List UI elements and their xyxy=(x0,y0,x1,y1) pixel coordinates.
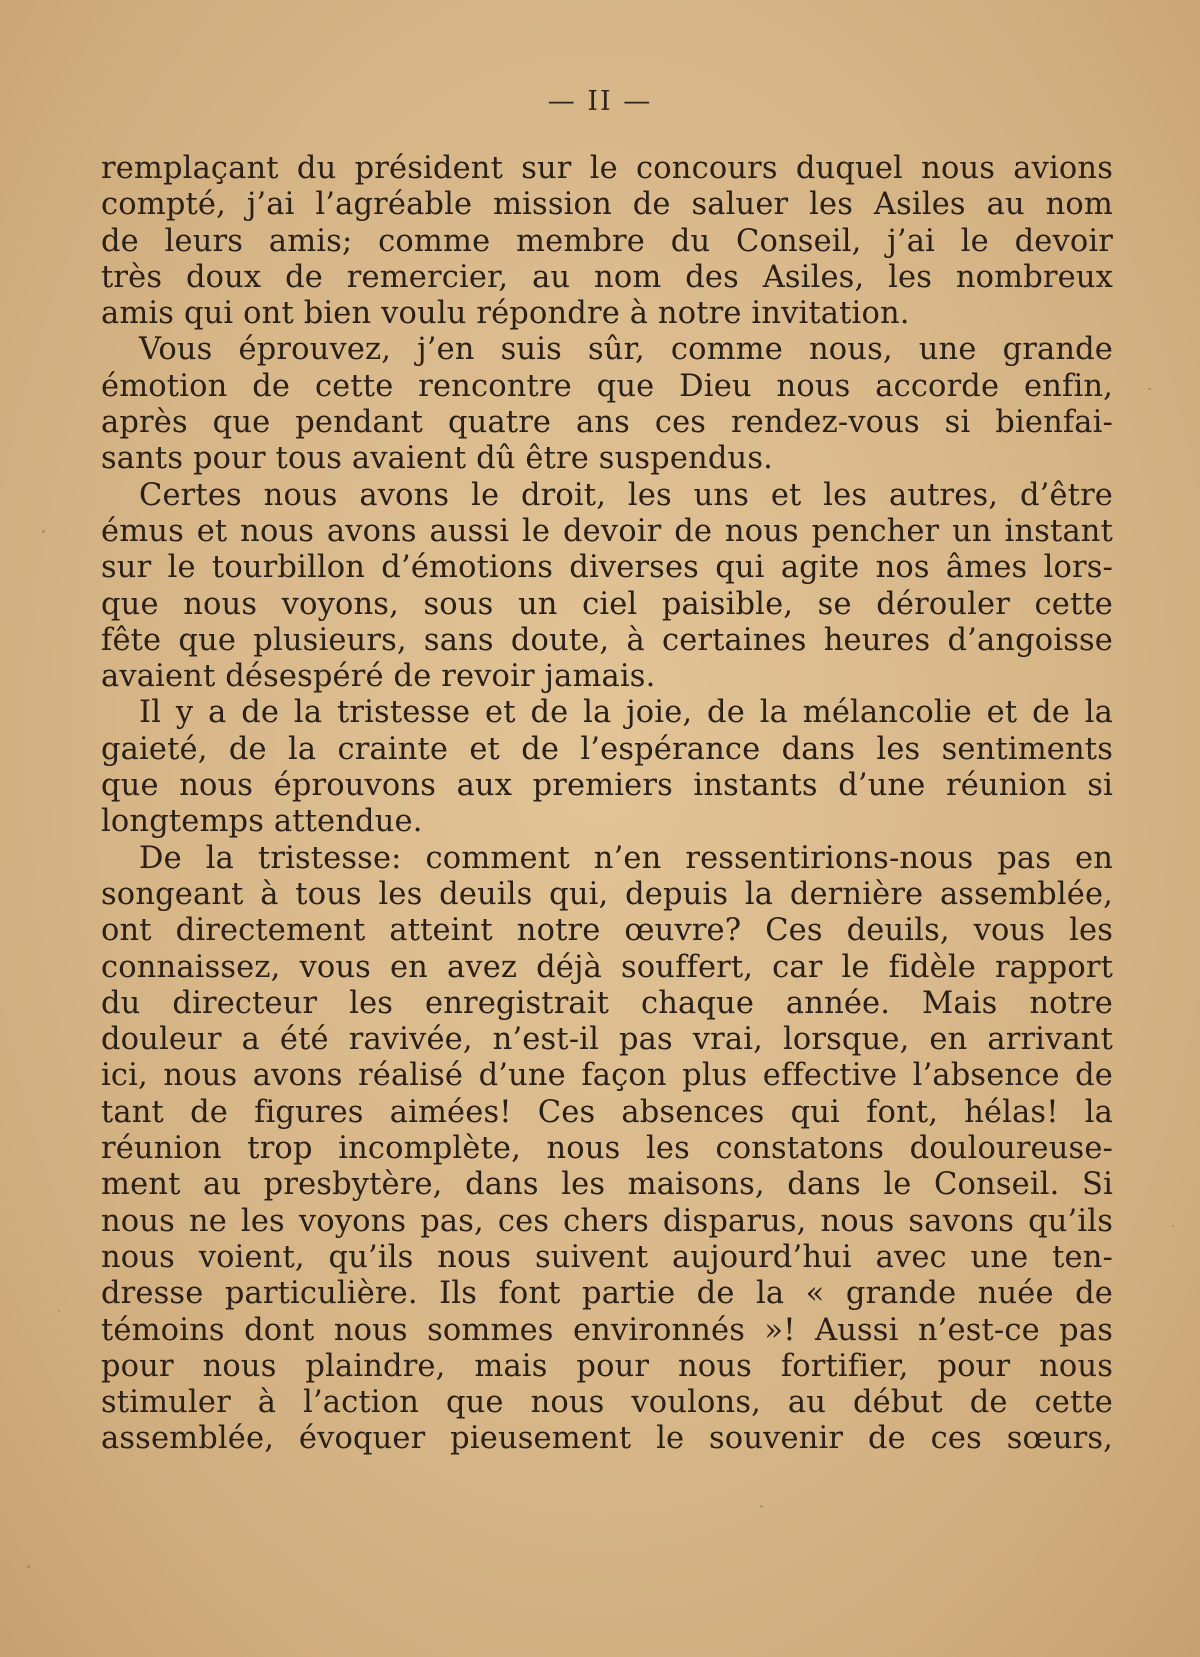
text-line: sur le tourbillon d’émotions diverses qui agite nos âmes lors- xyxy=(101,550,1113,586)
text-line: ment au presbytère, dans les maisons, dans le Conseil. Si xyxy=(101,1167,1113,1203)
text-line: De la tristesse: comment n’en ressentirions-nous pas en xyxy=(139,840,1113,876)
text-line: réunion trop incomplète, nous les constatons douloureuse- xyxy=(101,1131,1113,1167)
page-number: — II — xyxy=(547,86,653,117)
text-line: avaient désespéré de revoir jamais. xyxy=(101,659,656,695)
text-line: sants pour tous avaient dû être suspendus. xyxy=(101,441,773,477)
text-line: amis qui ont bien voulu répondre à notre invitation. xyxy=(101,296,910,332)
text-line: nous ne les voyons pas, ces chers disparus, nous savons qu’ils xyxy=(101,1203,1113,1239)
text-line: de leurs amis; comme membre du Conseil, j’ai le devoir xyxy=(101,223,1113,259)
text-line: assemblée, évoquer pieusement le souvenir de ces sœurs, xyxy=(101,1421,1113,1457)
paper-speck xyxy=(42,530,45,533)
text-line: compté, j’ai l’agréable mission de saluer les Asiles au nom xyxy=(101,187,1113,223)
paper-speck xyxy=(1172,1225,1174,1227)
paper-speck xyxy=(58,1310,60,1312)
paper-speck xyxy=(27,1565,30,1568)
text-line: douleur a été ravivée, n’est-il pas vrai, lorsque, en arrivant xyxy=(101,1022,1113,1058)
body-text xyxy=(101,151,1113,1458)
text-line: connaissez, vous en avez déjà souffert, car le fidèle rapport xyxy=(101,949,1113,985)
text-line: émus et nous avons aussi le devoir de nous pencher un instant xyxy=(101,513,1113,549)
text-line: que nous voyons, sous un ciel paisible, se dérouler cette xyxy=(101,586,1113,622)
text-line: émotion de cette rencontre que Dieu nous accorde enfin, xyxy=(101,368,1113,404)
paper-speck xyxy=(760,1505,763,1508)
text-line: que nous éprouvons aux premiers instants d’une réunion si xyxy=(101,768,1113,804)
text-line: après que pendant quatre ans ces rendez-vous si bienfai- xyxy=(101,405,1113,441)
text-line: songeant à tous les deuils qui, depuis la dernière assemblée, xyxy=(101,876,1113,912)
text-line: pour nous plaindre, mais pour nous fortifier, pour nous xyxy=(101,1348,1113,1384)
text-line: Vous éprouvez, j’en suis sûr, comme nous, une grande xyxy=(139,332,1113,368)
text-line: très doux de remercier, au nom des Asiles, les nombreux xyxy=(101,259,1113,295)
text-line: Certes nous avons le droit, les uns et les autres, d’être xyxy=(139,477,1113,513)
text-line: témoins dont nous sommes environnés »! Aussi n’est-ce pas xyxy=(101,1312,1113,1348)
text-line: gaieté, de la crainte et de l’espérance dans les sentiments xyxy=(101,731,1113,767)
text-line: remplaçant du président sur le concours duquel nous avions xyxy=(101,151,1113,186)
text-line: Il y a de la tristesse et de la joie, de la mélancolie et de la xyxy=(139,695,1113,731)
text-line: nous voient, qu’ils nous suivent aujourd’hui avec une ten- xyxy=(101,1239,1113,1275)
text-line: ici, nous avons réalisé d’une façon plus effective l’absence de xyxy=(101,1058,1113,1094)
text-line: du directeur les enregistrait chaque année. Mais notre xyxy=(101,985,1113,1021)
text-line: stimuler à l’action que nous voulons, au début de cette xyxy=(101,1385,1113,1421)
text-line: ont directement atteint notre œuvre? Ces deuils, vous les xyxy=(101,913,1113,949)
text-line: longtemps attendue. xyxy=(101,804,423,840)
text-line: dresse particulière. Ils font partie de la « grande nuée de xyxy=(101,1276,1113,1312)
paper-speck xyxy=(1148,388,1151,390)
text-line: tant de figures aimées! Ces absences qui font, hélas! la xyxy=(101,1094,1113,1130)
text-line: fête que plusieurs, sans doute, à certaines heures d’angoisse xyxy=(101,622,1113,658)
